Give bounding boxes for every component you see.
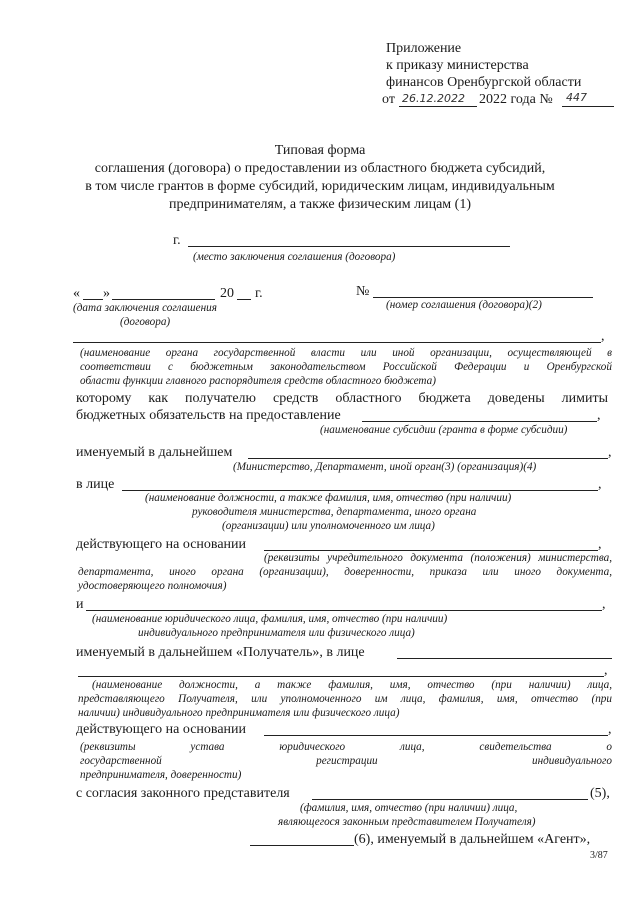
date-month-line[interactable] [112, 299, 215, 300]
authority-caption-line1: (наименование органа государственной власти или иной организации, осуществляющей в [80, 347, 612, 359]
person-caption-line2: руководителя министерства, департамента, иного органа [192, 506, 477, 518]
consent-input-line[interactable] [312, 799, 588, 800]
appendix-number-line [562, 106, 614, 107]
date-year-prefix: 20 [220, 286, 234, 301]
recipient-caption-line2: представляющего Получателя, или уполномоченного им лица, фамилия, имя, отчество (при [78, 693, 612, 705]
agent-input-line[interactable] [250, 845, 354, 846]
and-input-line[interactable] [86, 610, 602, 611]
and-text: и [76, 597, 84, 612]
limits-caption: (наименование субсидии (гранта в форме субсидии) [320, 424, 568, 436]
limits-line1: которому как получателю средств областного бюджета доведены лимиты [76, 391, 608, 406]
page-number: 3/87 [590, 850, 608, 861]
heading-line2: соглашения (договора) о предоставлении из областного бюджета субсидий, [94, 161, 546, 176]
appendix-date-handwritten: 26.12.2022 [402, 92, 465, 105]
appendix-from: от [382, 92, 395, 107]
date-year-suffix: г. [255, 286, 263, 301]
authority-comma: , [601, 329, 605, 344]
heading-line1: Типовая форма [274, 143, 366, 158]
date-day-line[interactable] [83, 299, 103, 300]
consent-caption-line2: являющегося законным представителем Получателя) [278, 816, 536, 828]
and-comma: , [602, 597, 606, 612]
date-caption-line2: (договора) [120, 316, 171, 328]
person-comma: , [598, 477, 602, 492]
recipient-comma: , [604, 663, 608, 678]
basis2-comma: , [608, 722, 612, 737]
date-quote-open: « [73, 286, 80, 301]
recipient-input-line[interactable] [397, 658, 612, 659]
appendix-line3: финансов Оренбургской области [386, 75, 582, 90]
authority-caption-line3: области функции главного распорядителя средств областного бюджета) [80, 375, 436, 387]
authority-input-line[interactable] [73, 342, 601, 343]
number-sign: № [356, 284, 370, 299]
basis2-input-line[interactable] [264, 735, 608, 736]
appendix-number-handwritten: 447 [566, 91, 587, 104]
and-caption-line1: (наименование юридического лица, фамилия, имя, отчество (при наличии) [92, 613, 448, 625]
recipient-input-line2[interactable] [78, 676, 604, 677]
person-caption-line3: (организации) или уполномоченного им лица) [222, 520, 435, 532]
basis1-caption-line2: департамента, иного органа (организации), доверенности, приказа или иного документа, [78, 566, 612, 578]
place-caption: (место заключения соглашения (договора) [193, 251, 396, 263]
basis2-text: действующего на основании [76, 722, 247, 737]
appendix-title: Приложение [386, 41, 462, 56]
limits-comma: , [597, 408, 601, 423]
consent-suffix: (5), [590, 786, 610, 801]
named-text: именуемый в дальнейшем [76, 445, 233, 460]
basis1-caption-line3: удостоверяющего полномочия) [78, 580, 227, 592]
authority-caption-line2: соответствии с бюджетным законодательством Российской Федерации и Оренбургской [80, 361, 612, 373]
consent-text: с согласия законного представителя [76, 786, 290, 801]
place-input-line[interactable] [188, 246, 510, 247]
number-caption: (номер соглашения (договора)(2) [386, 299, 542, 311]
recipient-text: именуемый в дальнейшем «Получатель», в лице [76, 645, 365, 660]
basis2-caption-line2: государственной регистрации индивидуального [80, 755, 612, 767]
basis2-caption-line3: предпринимателя, доверенности) [80, 769, 242, 781]
agent-text: (6), именуемый в дальнейшем «Агент», [354, 832, 591, 847]
and-caption-line2: индивидуального предпринимателя или физического лица) [138, 627, 415, 639]
heading-line3: в том числе грантов в форме субсидий, юридическим лицам, индивидуальным [85, 179, 555, 194]
date-quote-close: » [103, 286, 110, 301]
basis1-caption-line1: (реквизиты учредительного документа (положения) министерства, [264, 552, 612, 564]
limits-input-line[interactable] [362, 421, 597, 422]
appendix-year: 2022 года № [479, 92, 553, 107]
limits-line2: бюджетных обязательств на предоставление [76, 408, 341, 423]
named-comma: , [608, 445, 612, 460]
person-caption-line1: (наименование должности, а также фамилия, имя, отчество (при наличии) [145, 492, 512, 504]
named-caption: (Министерство, Департамент, иной орган(3) (организация)(4) [233, 461, 537, 473]
recipient-caption-line3: наличии) индивидуального предпринимателя или физического лица) [78, 707, 400, 719]
date-caption-line1: (дата заключения соглашения [73, 302, 217, 314]
basis1-comma: , [598, 537, 602, 552]
basis1-text: действующего на основании [76, 537, 247, 552]
consent-caption-line1: (фамилия, имя, отчество (при наличии) лица, [300, 802, 518, 814]
heading-line4: предпринимателям, а также физическим лицам (1) [169, 197, 471, 212]
date-year-line[interactable] [237, 299, 251, 300]
appendix-date-line [399, 106, 477, 107]
basis2-caption-line1: (реквизиты устава юридического лица, свидетельства о [80, 741, 612, 753]
appendix-line2: к приказу министерства [386, 58, 529, 73]
recipient-caption-line1: (наименование должности, а также фамилия, имя, отчество (при наличии) лица, [92, 679, 612, 691]
person-text: в лице [76, 477, 115, 492]
named-input-line[interactable] [248, 458, 608, 459]
place-prefix: г. [173, 233, 181, 248]
